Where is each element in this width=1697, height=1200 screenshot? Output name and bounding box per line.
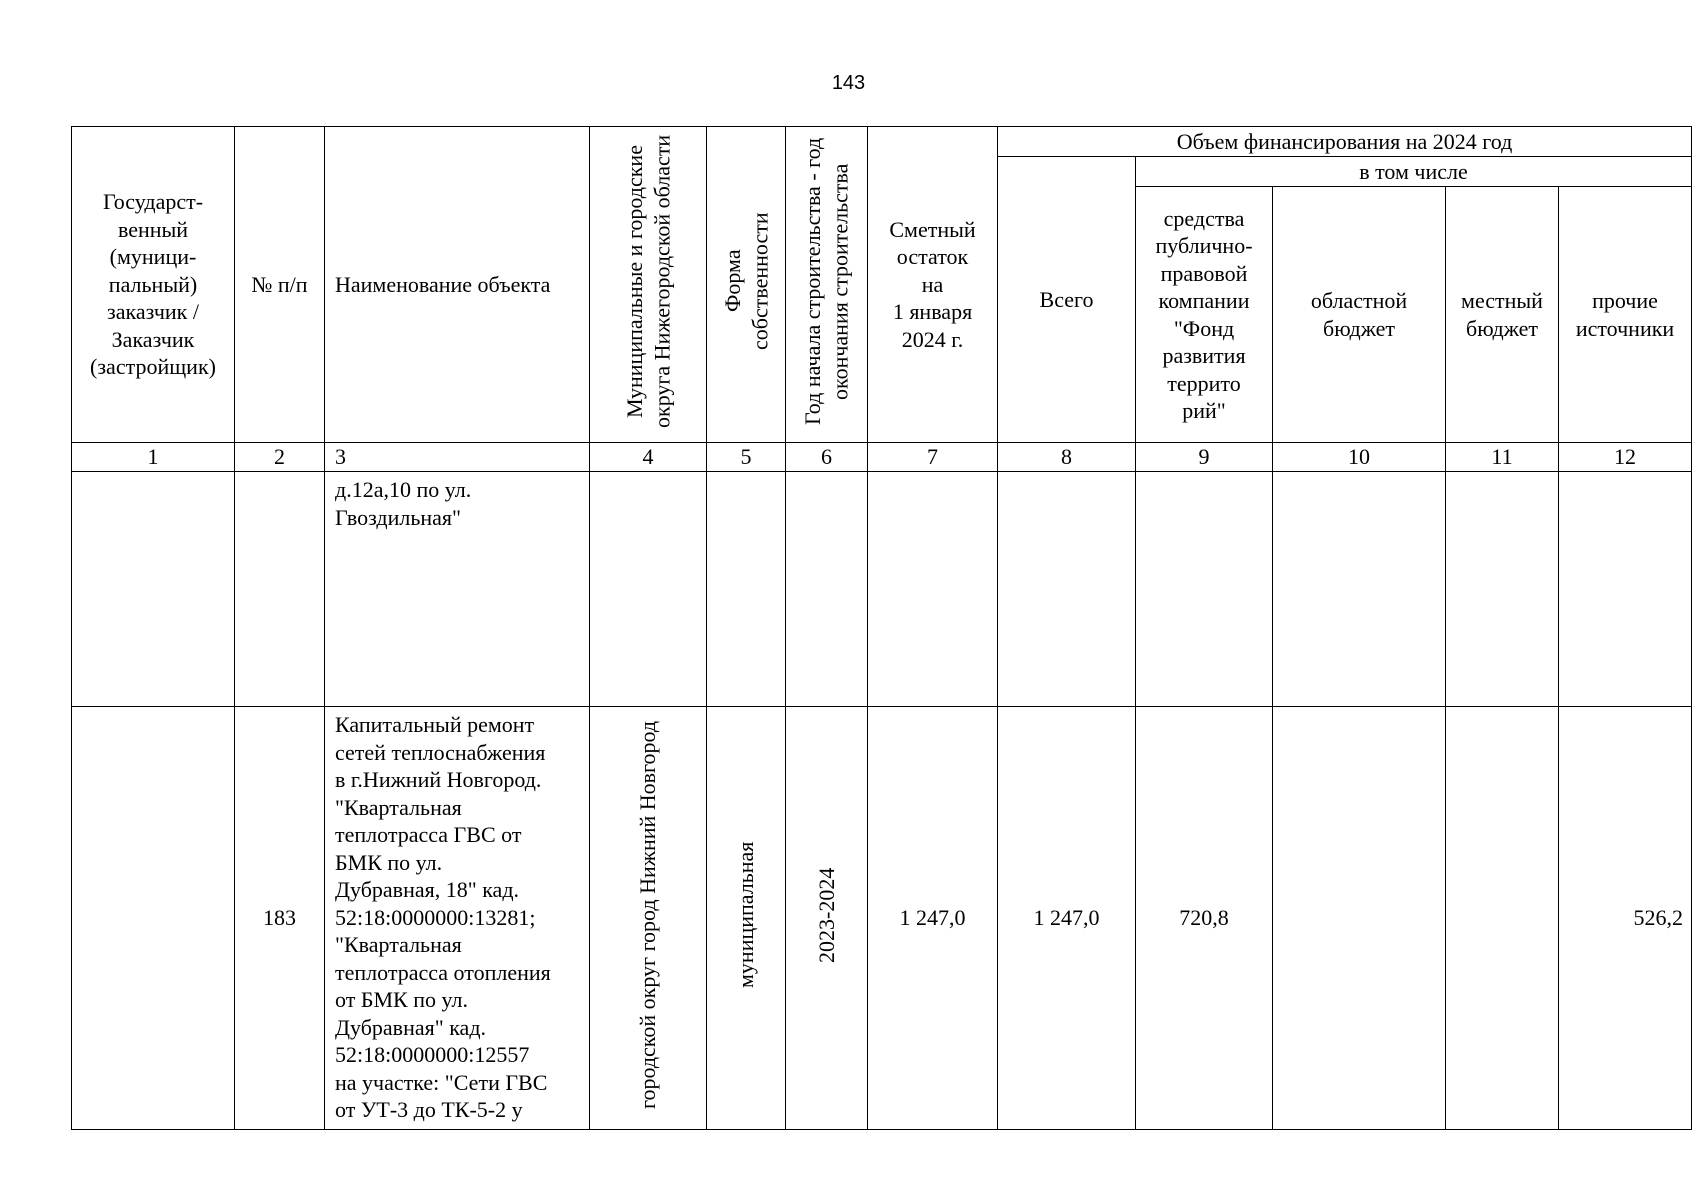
cell-years: 2023-2024 [786, 707, 868, 1130]
header-ownership-form: Форма собственности [707, 127, 786, 443]
header-estimate-balance: Сметный остаток на 1 января 2024 г. [868, 127, 998, 443]
cell-object-name: д.12а,10 по ул. Гвоздильная" [325, 472, 590, 707]
cell-local [1446, 472, 1559, 707]
cell-regional [1273, 707, 1446, 1130]
cell-number [235, 472, 325, 707]
cell-other [1559, 472, 1692, 707]
table-row [72, 472, 1692, 707]
header-municipalities: Муниципальные и городские округа Нижегородской области [590, 127, 707, 443]
column-number: 6 [786, 443, 868, 472]
cell-years [786, 472, 868, 707]
header-other-sources: прочие источники [1559, 187, 1692, 443]
cell-fund [1136, 472, 1273, 707]
cell-fund: 720,8 [1136, 707, 1273, 1130]
column-number: 8 [998, 443, 1136, 472]
column-number: 12 [1559, 443, 1692, 472]
header-regional-budget: областной бюджет [1273, 187, 1446, 443]
header-customer: Государст- венный (муници- пальный) заказчик / Заказчик (застройщик) [72, 127, 235, 443]
cell-regional [1273, 472, 1446, 707]
page-number: 143 [831, 72, 866, 94]
header-including: в том числе [1136, 157, 1692, 187]
column-numbers-row [72, 443, 1692, 472]
cell-estimate [868, 472, 998, 707]
header-fund: средства публично- правовой компании "Фонд развития террито рий" [1136, 187, 1273, 443]
header-financing-title: Объем финансирования на 2024 год [998, 127, 1692, 157]
cell-customer [72, 707, 235, 1130]
header-number: № п/п [235, 127, 325, 443]
cell-total [998, 472, 1136, 707]
financing-table [71, 126, 1692, 1130]
column-number: 11 [1446, 443, 1559, 472]
cell-customer [72, 472, 235, 707]
cell-municipality: городской округ город Нижний Новгород [590, 707, 707, 1130]
column-number: 2 [235, 443, 325, 472]
cell-municipality [590, 472, 707, 707]
column-number: 9 [1136, 443, 1273, 472]
column-number: 4 [590, 443, 707, 472]
column-number: 5 [707, 443, 786, 472]
column-number: 1 [72, 443, 235, 472]
header-object-name: Наименование объекта [325, 127, 590, 443]
cell-estimate: 1 247,0 [868, 707, 998, 1130]
cell-ownership [707, 472, 786, 707]
column-number: 10 [1273, 443, 1446, 472]
header-local-budget: местный бюджет [1446, 187, 1559, 443]
cell-ownership: муниципальная [707, 707, 786, 1130]
header-years: Год начала строительства - год окончания строительства [786, 127, 868, 443]
header-total: Всего [998, 157, 1136, 443]
cell-local [1446, 707, 1559, 1130]
cell-number: 183 [235, 707, 325, 1130]
column-number: 7 [868, 443, 998, 472]
table-row [72, 707, 1692, 1130]
header-row-1 [72, 127, 1692, 157]
cell-total: 1 247,0 [998, 707, 1136, 1130]
cell-object-name: Капитальный ремонт сетей теплоснабжения в г.Нижний Новгород. "Квартальная теплотрасса ГВС от БМК по ул. Дубравная, 18" кад. 52:18:0000000:13281; "Квартальная теплотрасса отопления от БМК по ул. Дубравная" кад. 52:18:0000000:12557 на участке: "Сети ГВС от УТ-3 до ТК-5-2 у [325, 707, 590, 1130]
column-number: 3 [325, 443, 590, 472]
cell-other: 526,2 [1559, 707, 1692, 1130]
